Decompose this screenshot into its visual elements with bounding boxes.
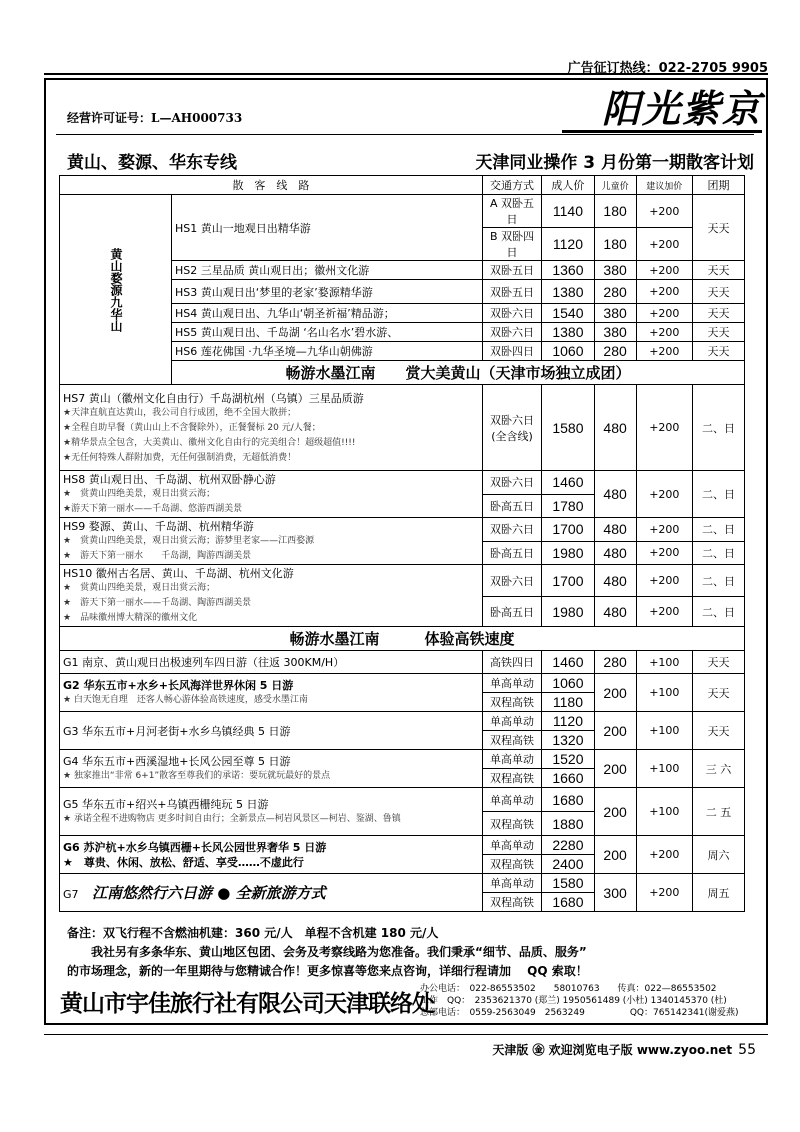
child-price: 280 — [594, 280, 636, 304]
transport: 单高单动 — [482, 874, 541, 893]
dates: 天天 — [693, 674, 745, 712]
top-rule — [44, 73, 768, 75]
adult-price: 1460 — [542, 471, 594, 495]
table-row — [60, 518, 745, 542]
adult-price: 1460 — [542, 651, 594, 674]
child-price: 480 — [594, 471, 636, 518]
markup: +100 — [636, 750, 693, 788]
route-note: ★ 尊贵、休闲、放松、舒适、享受……不虚此行 — [63, 856, 304, 869]
adult-price: 1540 — [542, 304, 594, 323]
adult-price: 1380 — [542, 280, 594, 304]
adult-price: 1120 — [542, 712, 594, 731]
markup: +100 — [636, 674, 693, 712]
dates: 二、日 — [693, 518, 745, 542]
dates: 二、日 — [693, 541, 745, 565]
route-name: 江南悠然行六日游 ● 全新旅游方式 — [92, 884, 326, 902]
contact-line: 总部电话： 0559-2563049 2563249 QQ：765142341(谢爱燕) — [420, 1008, 739, 1018]
route-note: ★天津直航直达黄山，我公司自行成团，绝不全国大散拼； — [63, 407, 297, 418]
transport: 卧高五日 — [482, 494, 541, 518]
markup: +100 — [636, 788, 693, 836]
markup: +200 — [636, 280, 693, 304]
license — [67, 109, 242, 126]
route-cell — [60, 471, 483, 518]
transport: 双程高铁 — [482, 855, 541, 874]
child-price: 180 — [594, 228, 636, 261]
route-cell — [60, 385, 483, 471]
transport: 双程高铁 — [482, 769, 541, 788]
adult-price: 1120 — [542, 228, 594, 261]
dates: 天天 — [693, 195, 745, 261]
transport: 单高单动 — [482, 674, 541, 693]
route-name: G6 苏沪杭+水乡乌镇西栅+长风公园世界奢华 5 日游 — [63, 841, 327, 854]
child-price: 480 — [594, 541, 636, 565]
adult-price: 1780 — [542, 494, 594, 518]
child-price: 280 — [594, 342, 636, 361]
transport: 卧高五日 — [482, 597, 541, 627]
adult-price: 1140 — [542, 195, 594, 228]
markup: +200 — [636, 836, 693, 874]
adult-price: 1700 — [542, 565, 594, 597]
route-name: HS10 徽州古名居、黄山、千岛湖、杭州文化游 — [63, 567, 294, 580]
adult-price: 1680 — [542, 893, 594, 912]
col-adult: 成人价 — [542, 176, 594, 195]
adult-price: 1580 — [542, 385, 594, 471]
table-row — [60, 565, 745, 597]
route-cell — [60, 788, 483, 836]
footer-rule — [44, 1034, 768, 1035]
table-row — [60, 712, 745, 731]
child-price: 200 — [594, 674, 636, 712]
section-row — [60, 627, 745, 651]
dates: 天天 — [693, 651, 745, 674]
dates: 天天 — [693, 304, 745, 323]
adult-price: 1660 — [542, 769, 594, 788]
footer — [492, 1041, 756, 1058]
col-route: 散 客 线 路 — [60, 176, 483, 195]
route-note: ★游天下第一丽水——千岛湖、悠游西湖美景 — [63, 504, 243, 514]
markup: +200 — [636, 385, 693, 471]
child-price: 380 — [594, 261, 636, 280]
route-note: ★ 游天下第一丽水——千岛湖、陶游西湖美景 — [63, 598, 252, 608]
dates: 三 六 — [693, 750, 745, 788]
markup: +200 — [636, 323, 693, 342]
markup: +200 — [636, 518, 693, 542]
markup: +200 — [636, 541, 693, 565]
remark-line: 的市场理念，新的一年里期待与您精诚合作！更多惊喜等您来点咨询，详细行程请加 QQ 索取！ — [67, 964, 588, 978]
markup: +200 — [636, 261, 693, 280]
dates: 二、日 — [693, 471, 745, 518]
child-price: 480 — [594, 597, 636, 627]
table-row — [60, 788, 745, 812]
child-price: 300 — [594, 874, 636, 912]
child-price: 480 — [594, 518, 636, 542]
route-note: ★ 承诺全程不进购物店 更多时间自由行；全新景点—柯岩风景区—柯岩、鉴湖、鲁镇 — [63, 814, 401, 824]
route-name: G4 华东五市+西溪湿地+长风公园至尊 5 日游 — [63, 755, 291, 768]
route-cell — [60, 674, 483, 712]
transport: 双卧五日 — [482, 280, 541, 304]
markup: +100 — [636, 712, 693, 750]
markup: +200 — [636, 565, 693, 597]
route-name: G5 华东五市+绍兴+乌镇西栅纯玩 5 日游 — [63, 798, 269, 811]
col-markup: 建议加价 — [636, 176, 693, 195]
dates: 二 五 — [693, 788, 745, 836]
route-name: G2 华东五市+水乡+长风海洋世界休闲 5 日游 — [63, 679, 294, 692]
dates: 二、日 — [693, 565, 745, 597]
agency-name: 黄山市宇佳旅行社有限公司天津联络处 — [60, 991, 434, 1017]
transport: 双卧六日 — [482, 518, 541, 542]
table-row — [60, 385, 745, 471]
dates: 天天 — [693, 280, 745, 304]
col-dates: 团期 — [693, 176, 745, 195]
child-price: 200 — [594, 712, 636, 750]
adult-price: 1060 — [542, 674, 594, 693]
markup: +200 — [636, 471, 693, 518]
child-price: 180 — [594, 195, 636, 228]
route-cell — [60, 836, 483, 874]
adult-price: 1680 — [542, 788, 594, 812]
brand-logo: 阳光紫京 — [562, 85, 762, 133]
markup: +200 — [636, 342, 693, 361]
route-cell — [60, 874, 483, 912]
transport: 双卧六日 — [482, 304, 541, 323]
route-name: HS7 黄山（徽州文化自由行）千岛湖杭州（乌镇）三星品质游 — [63, 391, 364, 405]
adult-price: 1580 — [542, 874, 594, 893]
transport: 双程高铁 — [482, 893, 541, 912]
route-note: ★ 赏黄山四绝美景，观日出赏云海； — [63, 583, 216, 593]
adult-price: 1360 — [542, 261, 594, 280]
route-cell — [60, 750, 483, 788]
header-divider — [56, 134, 754, 135]
table-row — [60, 674, 745, 693]
transport: 双卧六日 (全含线) — [482, 385, 541, 471]
table-row — [60, 651, 745, 674]
section-title-1: 畅游水墨江南 赏大美黄山（天津市场独立成团） — [172, 361, 745, 385]
remark-line: 备注：双飞行程不含燃油机建：360 元/人 单程不含机建 180 元/人 — [67, 926, 439, 940]
contact-line: 工作 QQ： 2353621370 (郑兰) 1950561489 (小杜) 1340145370 (杜) — [420, 996, 727, 1006]
col-transport: 交通方式 — [482, 176, 541, 195]
markup: +200 — [636, 304, 693, 323]
adult-price: 2280 — [542, 836, 594, 855]
transport: 单高单动 — [482, 836, 541, 855]
adult-price: 2400 — [542, 855, 594, 874]
markup: +200 — [636, 874, 693, 912]
route-cell — [60, 565, 483, 627]
route-note: ★ 独家推出“非常 6+1”散客至尊我们的承诺：要玩就玩最好的景点 — [63, 771, 331, 781]
table-row — [60, 874, 745, 893]
route-note: ★ 游天下第一丽水 千岛湖，陶游西湖美景 — [63, 551, 252, 561]
child-price: 480 — [594, 565, 636, 597]
route-note: ★精华景点全包含，大美黄山、徽州文化自由行的完美组合！超级超值!!!! — [63, 437, 356, 448]
transport: 单高单动 — [482, 788, 541, 812]
dates: 天天 — [693, 712, 745, 750]
adult-price: 1520 — [542, 750, 594, 769]
subtitle-right: 天津同业操作 3 月份第一期散客计划 — [475, 153, 754, 173]
child-price: 200 — [594, 788, 636, 836]
route-note: ★ 赏黄山四绝美景，观日出赏云海；游梦里老家——江西婺源 — [63, 536, 315, 546]
footer-text: 天津版 ㊎ 欢迎浏览电子版 www.zyoo.net — [492, 1043, 733, 1057]
route-name: HS9 婺源、黄山、千岛湖、杭州精华游 — [63, 520, 254, 533]
transport: 双卧六日 — [482, 323, 541, 342]
dates: 周五 — [693, 874, 745, 912]
adult-price: 1380 — [542, 323, 594, 342]
transport: 双卧四日 — [482, 342, 541, 361]
dates: 天天 — [693, 323, 745, 342]
transport: 双卧六日 — [482, 565, 541, 597]
route-name: G3 华东五市+月河老街+水乡乌镇经典 5 日游 — [60, 712, 483, 750]
transport: 双程高铁 — [482, 812, 541, 836]
dates: 二、日 — [693, 385, 745, 471]
route-note: ★ 品味徽州博大精深的徽州文化 — [63, 613, 198, 623]
route-name: HS2 三星品质 黄山观日出；徽州文化游 — [172, 261, 483, 280]
markup: +100 — [636, 651, 693, 674]
page-number: 55 — [738, 1042, 756, 1058]
side-label: 黄山婺源九华山 — [60, 195, 172, 385]
markup: +200 — [636, 195, 693, 228]
adult-price: 1880 — [542, 812, 594, 836]
child-price: 380 — [594, 304, 636, 323]
transport: 单高单动 — [482, 712, 541, 731]
route-code: G7 — [63, 888, 79, 901]
route-note: ★全程自助早餐（黄山山上不含餐除外），正餐餐标 20 元/人餐； — [63, 422, 321, 433]
transport: 双卧五日 — [482, 261, 541, 280]
transport: 高铁四日 — [482, 651, 541, 674]
table-row — [60, 195, 745, 228]
child-price: 480 — [594, 385, 636, 471]
child-price: 380 — [594, 323, 636, 342]
child-price: 200 — [594, 836, 636, 874]
adult-price: 1180 — [542, 693, 594, 712]
adult-price: 1980 — [542, 541, 594, 565]
route-name: HS3 黄山观日出‘梦里的老家’婺源精华游 — [172, 280, 483, 304]
table-row — [60, 836, 745, 855]
adult-price: 1980 — [542, 597, 594, 627]
section-title-2: 畅游水墨江南 体验高铁速度 — [60, 627, 745, 651]
child-price: 280 — [594, 651, 636, 674]
dates: 天天 — [693, 261, 745, 280]
route-name: HS4 黄山观日出、九华山‘朝圣祈福’精品游； — [172, 304, 483, 323]
route-name: HS1 黄山一地观日出精华游 — [172, 195, 483, 261]
contact-info — [420, 983, 760, 1019]
transport: 单高单动 — [482, 750, 541, 769]
header-hotline: 广告征订热线：022-2705 9905 — [567, 61, 768, 76]
transport: 卧高五日 — [482, 541, 541, 565]
route-name: G1 南京、黄山观日出极速列车四日游（往返 300KM/H） — [60, 651, 483, 674]
route-name: HS6 莲花佛国 ·九华圣境—九华山朝佛游 — [172, 342, 483, 361]
route-note: ★ 赏黄山四绝美景，观日出赏云海； — [63, 489, 216, 499]
transport: 双程高铁 — [482, 693, 541, 712]
adult-price: 1700 — [542, 518, 594, 542]
license-label: 经营许可证号： — [67, 111, 152, 125]
transport: B 双卧四日 — [482, 228, 541, 261]
col-child: 儿童价 — [594, 176, 636, 195]
transport: A 双卧五日 — [482, 195, 541, 228]
route-cell — [60, 518, 483, 565]
adult-price: 1060 — [542, 342, 594, 361]
license-number: L—AH000733 — [151, 111, 243, 125]
price-table — [59, 175, 745, 912]
adult-price: 1320 — [542, 731, 594, 750]
transport: 双卧六日 — [482, 471, 541, 495]
route-name: HS8 黄山观日出、千岛湖、杭州双卧静心游 — [63, 473, 276, 486]
remarks — [67, 924, 757, 981]
subtitle-left: 黄山、婺源、华东专线 — [67, 153, 237, 173]
transport: 双程高铁 — [482, 731, 541, 750]
table-row — [60, 750, 745, 769]
child-price: 200 — [594, 750, 636, 788]
dates: 二、日 — [693, 597, 745, 627]
route-note: ★ 白天饱无自理 还客人畅心游体验高铁速度，感受水墨江南 — [63, 695, 308, 705]
contact-line: 办公电话： 022-86553502 58010763 传真：022—86553502 — [420, 984, 717, 994]
route-name: HS5 黄山观日出、千岛湖 ‘名山名水’碧水游、 — [172, 323, 483, 342]
remark-line: 我社另有多条华东、黄山地区包团、会务及考察线路为您准备。我们秉承“细节、品质、服务” — [67, 945, 587, 959]
markup: +200 — [636, 597, 693, 627]
table-row — [60, 471, 745, 495]
markup: +200 — [636, 228, 693, 261]
table-header-row — [60, 176, 745, 195]
dates: 周六 — [693, 836, 745, 874]
dates: 天天 — [693, 342, 745, 361]
route-note: ★无任何特殊人群附加费，无任何强制消费，无超低消费！ — [63, 452, 297, 463]
